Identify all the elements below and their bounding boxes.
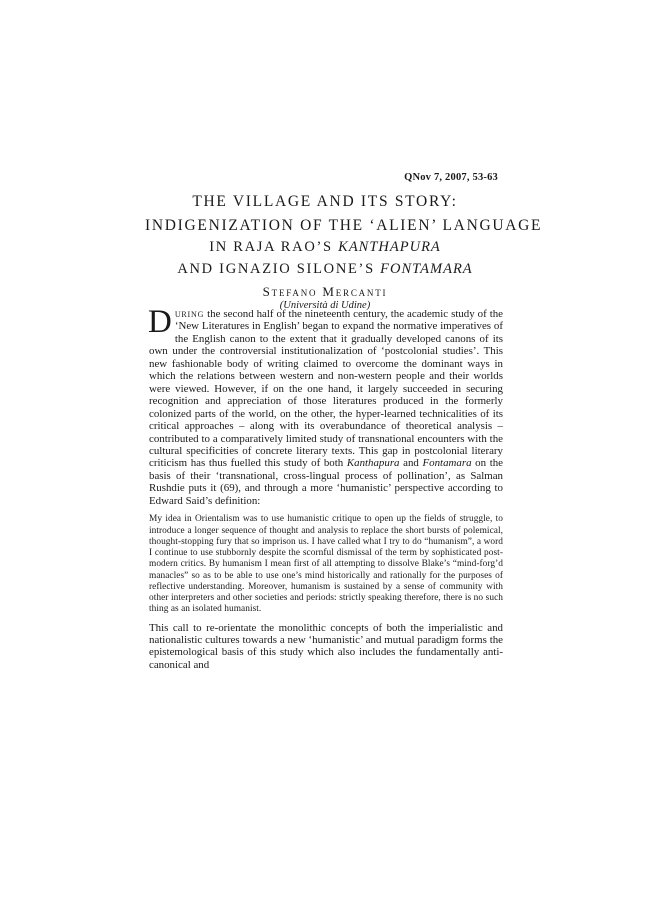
title-line-1: THE VILLAGE AND ITS STORY: [192, 193, 458, 210]
paragraph-1-text-a: the second half of the nineteenth century, the academic study of the ‘New Literatures in English’ began to expand the normative imperatives of the English canon to the extent that it gradually developed canons of its own under the controversial institutionalization of ‘postcolonial studies’. This new fashionable body of writing claimed to overcome the dominant ways in which the relations between western and non-western people and their worlds were viewed. However, if on the one hand, it largely succeeded in securing recognition and appreciation of those literatures produced in the formerly colonized parts of the world, on the other, the hyper-learned technicalities of its critical approaches – along with its overabundance of theoretical analysis – contributed to a comparatively limited study of transnational encounters with the cultural specificities of concrete literary texts. This gap in postcolonial literary criticism has thus fuelled this study of both [149, 308, 503, 470]
title-line-4-italic: FONTAMARA [380, 261, 473, 277]
title-line-2: INDIGENIZATION OF THE ‘ALIEN’ LANGUAGE [145, 217, 543, 234]
paragraph-1-text-c: on the basis of their ‘transnational, cross-lingual process of pollination’, as Salman Rushdie puts it (69), and through a more ‘humanistic’ perspective according to Edward Said’s definition: [149, 457, 503, 507]
paragraph-1-text-b: and [399, 457, 423, 470]
opening-smallcaps: uring [174, 308, 205, 320]
paragraph-2: This call to re-orientate the monolithic concepts of both the imperialistic and nationalistic cultures towards a new ‘humanistic’ and mutual paradigm forms the epistemological basis of this study which also includes the fundamentally anti-canonical and [149, 621, 503, 671]
title-line-4 [145, 262, 505, 277]
paragraph-1-italic-1: Kanthapura [346, 457, 400, 470]
title-line-3 [145, 240, 505, 255]
title-line-3-text: IN RAJA RAO’S [209, 239, 339, 255]
author-affiliation: (Università di Udine) [279, 300, 371, 311]
drop-cap: D [148, 304, 172, 340]
title-line-3-italic: KANTHAPURA [338, 239, 441, 255]
paragraph-1-italic-2: Fontamara [422, 457, 472, 470]
title-line-4-text: AND IGNAZIO SILONE’S [177, 261, 381, 277]
running-head: QNov 7, 2007, 53-63 [404, 172, 498, 183]
author-name: Stefano Mercanti [262, 284, 388, 299]
block-quote: My idea in Orientalism was to use humanistic critique to open up the fields of struggle, to introduce a longer sequence of thought and analysis to replace the short bursts of polemical, thought-stopping fury that so imprison us. I have called what I try to do “humanism”, a word I continue to use stubbornly despite the scornful dismissal of the term by sophisticated post-modern critics. By humanism I mean first of all attempting to dissolve Blake’s “mind-forg’d manacles” so as to be able to use one’s mind historically and rationally for the purposes of reflective understanding. Moreover, humanism is sustained by a sense of community with other interpreters and other societies and periods: strictly speaking therefore, there is no such thing as an isolated humanist. [149, 514, 503, 615]
article-title-block [145, 193, 543, 312]
